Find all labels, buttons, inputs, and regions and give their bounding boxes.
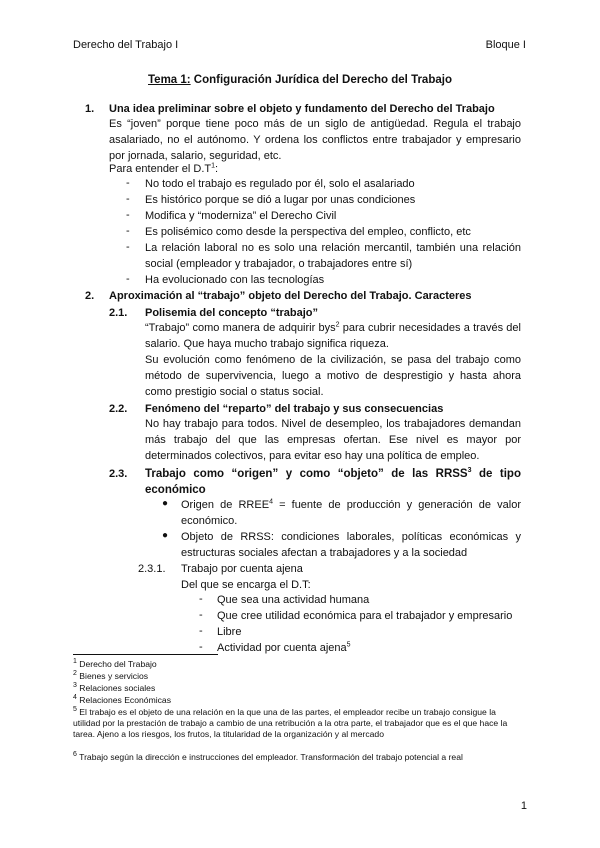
section-2-3-1-heading: Trabajo por cuenta ajena <box>181 563 303 575</box>
list-item: Ha evolucionado con las tecnologías <box>145 274 325 286</box>
bullet-item: Objeto de RRSS: condiciones laborales, políticas económicas y estructuras sociales afectan a trabajadores y a la sociedad <box>181 531 521 559</box>
list-item: Actividad por cuenta ajena$^5$ <box>217 641 351 654</box>
dash-bullet: - <box>199 609 203 621</box>
section-1-heading: Una idea preliminar sobre el objeto y fundamento del Derecho del Trabajo <box>109 103 495 115</box>
bullet-item: Origen de $RREE^4$ = fuente de producción y generación de valor económico. <box>181 498 521 527</box>
section-2-heading: Aproximación al “trabajo” objeto del Derecho del Trabajo. Caracteres <box>109 290 472 302</box>
list-item: No todo el trabajo es regulado por él, solo el asalariado <box>145 178 415 190</box>
header-left: Derecho del Trabajo I <box>73 39 179 51</box>
round-bullet: ● <box>162 498 169 509</box>
list-item: Modifica y “moderniza” el Derecho Civil <box>145 210 337 222</box>
page-number: 1 <box>520 800 527 812</box>
section-2-3-number: 2.3. <box>109 468 128 480</box>
dash-bullet: - <box>126 193 130 205</box>
section-2-1-paragraph-1: “Trabajo” como manera de adquirir bys$^2$ para cubrir necesidades a través del salario. Que haya mucho trabajo significa riqueza. <box>145 321 521 350</box>
dash-bullet: - <box>126 209 130 221</box>
title-prefix: Tema 1: <box>148 74 191 86</box>
list-item: Que sea una actividad humana <box>217 594 370 606</box>
document-title <box>0 74 600 86</box>
section-2-3-1-number: 2.3.1. <box>138 563 166 575</box>
section-2-1-heading: Polisemia del concepto “trabajo” <box>145 307 318 319</box>
section-1-number: 1. <box>85 103 95 115</box>
dash-bullet: - <box>199 593 203 605</box>
round-bullet: ● <box>162 530 169 541</box>
section-2-2-heading: Fenómeno del “reparto” del trabajo y sus consecuencias <box>145 403 444 415</box>
title-rest: Configuración Jurídica del Derecho del Trabajo <box>190 74 452 86</box>
footnote-5: $^5$ El trabajo es el objeto de una relación en la que una de las partes, el empleador recibe un trabajo consigue la utilidad por la prestación de trabajo a cambio de una retribución a la otra parte, el trabajador que es el que hace la tarea. Ajeno a los riesgos, los frutos, la titularidad de la organización y al mercado <box>73 706 508 740</box>
section-2-3-heading: Trabajo como “origen” y como “objeto” de las RRSS$^3$ de tipo económico <box>145 467 521 496</box>
header-right: Bloque I <box>485 39 526 51</box>
section-1-paragraph: Es “joven” porque tiene poco más de un siglo de antigüedad. Regula el trabajo asalariado, no el autónomo. Y ordena los conflictos entre trabajador y empresario por jornada, salario, seguridad, etc. <box>109 118 521 162</box>
section-2-2-number: 2.2. <box>109 403 128 415</box>
footnote-4: $^4$ Relaciones Económicas <box>73 694 172 705</box>
list-item: Que cree utilidad económica para el trabajador y empresario <box>217 610 513 622</box>
footnote-3: $^3$ Relaciones sociales <box>73 682 156 693</box>
footnote-6: $^6$ Trabajo según la dirección e instrucciones del empleador. Transformación del trabajo potencial a real <box>73 751 463 762</box>
dash-bullet: - <box>126 273 130 285</box>
section-2-1-paragraph-2: Su evolución como fenómeno de la civilización, se pasa del trabajo como método de supervivencia, luego a motivo de desprestigio y hasta ahora como prestigio social o status social. <box>145 354 521 398</box>
list-item: Es polisémico como desde la perspectiva del empleo, conflicto, etc <box>145 226 471 238</box>
dash-bullet: - <box>199 625 203 637</box>
section-1-intro: Para entender el $D.T^1$: <box>109 162 219 175</box>
section-2-2-paragraph: No hay trabajo para todos. Nivel de desempleo, los trabajadores demandan más trabajo del que las empresas ofertan. Ese nivel es mayor por determinados colectivos, para evitar eso hay una política de empleo. <box>145 418 521 462</box>
section-2-number: 2. <box>85 290 95 302</box>
section-2-1-number: 2.1. <box>109 307 128 319</box>
dash-bullet: - <box>126 177 130 189</box>
footnote-divider <box>73 654 218 655</box>
list-item: Es histórico porque se dió a lugar por unas condiciones <box>145 194 416 206</box>
list-item: Libre <box>217 626 242 638</box>
dash-bullet: - <box>199 641 203 653</box>
dash-bullet: - <box>126 225 130 237</box>
section-2-3-1-intro: Del que se encarga el D.T: <box>181 579 311 591</box>
footnote-2: $^2$ Bienes y servicios <box>73 670 149 681</box>
footnote-1: $^1$ Derecho del Trabajo <box>73 658 157 669</box>
list-item: La relación laboral no es solo una relación mercantil, también una relación social (empleador y trabajador, o trabajadores entre sí) <box>145 242 521 270</box>
dash-bullet: - <box>126 241 130 253</box>
